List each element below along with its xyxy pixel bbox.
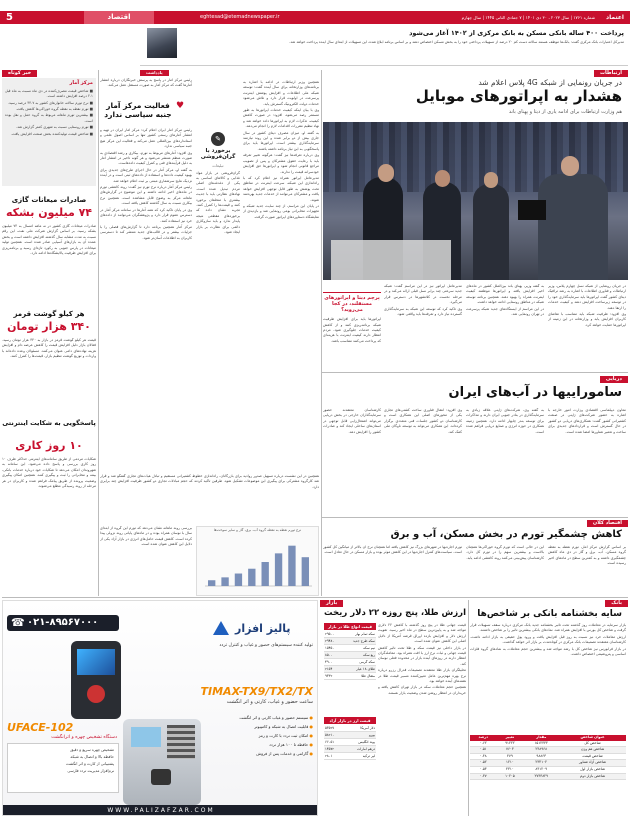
story-two-col-2: به گفته وی، شرکت‌های ژاپنی علاقه زیادی به سرمایه‌گذاری در بنادر جنوبی ایران دارند و مذاکرات برای توسعه بندر چابهار ادامه دارد. همچنین زمینه همکاری در حوزه انرژی و صنایع دریایی فراهم شده است. xyxy=(466,408,544,434)
price-value: ۵۳۵۲۷ xyxy=(324,725,343,732)
price-row xyxy=(324,638,376,645)
divider xyxy=(98,70,99,596)
table-cell: ۷۶۰۳ xyxy=(496,747,523,754)
price-value: ۵۸۲۱۰ xyxy=(324,732,343,739)
price-label: سکه تمام بهار xyxy=(340,631,376,638)
price-label: ربع سکه xyxy=(340,652,376,659)
story-four-tag: بانک xyxy=(605,600,628,607)
table-cell: ۴۷۹ xyxy=(496,753,523,760)
price-value: ۹۳۳۲ xyxy=(324,673,340,680)
ad-feature-item xyxy=(203,749,313,758)
chart-bar xyxy=(235,574,242,586)
main-story-continuation: همچنین وزیر ارتباطات در ادامه با اشاره به برنامه‌های وزارتخانه برای سال آینده گفت: توسعه شبکه ملی اطلاعات و افزایش پوشش اینترنت پرسرعت در اولویت قرار دارد و تلاش می‌شود خدمات دولت الکترونیک گسترش یابد. وی با بیان اینکه کیفیت خدمات اپراتورها به طور مستمر رصد می‌شود، افزود: در صورت کاهش کیفیت، تذکرات لازم به اپراتورها داده خواهد شد و نهاد تنظیم مقررات اقدامات لازم را انجام می‌دهد. به گفته او، میزان مصرف دیتای کشور در سال جاری بیش از دو برابر شده و این روند نیازمند سرمایه‌گذاری بیشتر است. اپراتورها باید برای پاسخگویی به این نیاز برنامه داشته باشند. وی درباره تعرفه‌ها نیز گفت: هرگونه تغییر تعرفه باید با رعایت حقوق مشترکان و پس از تصویب مراجع قانونی انجام شود و اپراتورها حق افزایش خودسرانه قیمت را ندارند. مدیرعامل اپراتور همراه نیز اعلام کرد که با راه‌اندازی این شبکه، سرعت اینترنت در مناطق تحت پوشش به طور قابل توجهی افزایش خواهد یافت و مشترکان می‌توانند از خدمات جدید بهره‌مند شوند. در پایان این مراسم، از چند سایت جدید شبکه و تجهیزات مخابراتی بومی رونمایی شد و بازدیدی از نمایشگاه دستاوردهای اپراتور صورت گرفت. xyxy=(243,80,319,219)
story-two-side: همچنین در این نشست درباره تسهیل صدور روادید برای بازرگانان، راه‌اندازی خطوط کشتیرانی مستقیم و تبادل هیات‌های تجاری گفتگو شد و قرار شد کارگروه مشترکی برای پیگیری این موضوعات تشکیل شود. طرفین تاکید کردند که حجم مبادلات تجاری دو کشور ظرفیت افزایش چند برابری دارد. xyxy=(100,474,319,489)
table-row xyxy=(470,760,626,767)
brief1-kicker: صادرات میعانات گازی xyxy=(11,196,87,204)
price-value: ۲۱۵۴ xyxy=(324,666,340,673)
price-label: طلای ۱۸ عیار xyxy=(340,666,376,673)
face-terminal-image xyxy=(71,641,121,719)
ad-model: TIMAX-TX9/TX2/TX xyxy=(200,685,313,698)
brief3-body: شکایات مردمی از طریق سامانه‌های اینترنتی حداکثر ظرف ۱۰ روز کاری بررسی و پاسخ داده می‌شود. این سامانه به شهروندان امکان می‌دهد تا شکایات خود درباره خدمات بانکی، بیمه و مخابراتی را ثبت و پیگیری کنند. همچنین امکان پیگیری وضعیت پرونده از طریق پیامک فراهم شده و کاربران در هر مرحله از روند رسیدگی مطلع می‌شوند. xyxy=(2,457,96,489)
ad-feature-text: حافظه تا ۱۰۰ هزار تردد xyxy=(269,742,309,747)
brand-logo-icon xyxy=(213,621,229,635)
main-story-tag: ارتباطات xyxy=(594,70,628,77)
table-cell: شاخص هم وزن xyxy=(559,747,626,754)
table-cell: ۲۴۸۹۶۸ xyxy=(523,747,559,754)
table-cell: ۱۵۱۲۴۴۴ xyxy=(523,741,559,747)
table-header-cell: عنوان شاخص xyxy=(559,735,626,741)
brief3-headline: ۱۰ روز کاری xyxy=(15,439,83,452)
ad-feature-text: سیستم حضور و غیاب کارتی و اثر انگشت xyxy=(239,715,309,720)
chart-bar xyxy=(302,557,309,586)
ad-banner xyxy=(2,600,318,816)
fingerprint-terminal-image xyxy=(123,719,201,805)
table-cell: ۴۳۱۰ xyxy=(496,766,523,773)
ad-feature-text: قابلیت اتصال به شبکه و کامپیوتر xyxy=(254,724,309,729)
price-value: ۱۵۴۵۰ xyxy=(324,645,340,652)
fx-price-table xyxy=(324,725,376,760)
story-two-col-4: کارشناسان معتقدند حضور سرمایه‌گذاران خارجی در بخش دریایی می‌تواند اشتغال‌زایی قابل توجهی در استان‌های ساحلی ایجاد کند و صادرات کشور را افزایش دهد. xyxy=(323,408,381,434)
brief2-body: قیمت هر کیلو گوشت قرمز در بازار به ۳۴۰ هزار تومان رسید. فعالان بازار دلیل افزایش قیمت را کاهش عرضه دام و افزایش هزینه نهاده‌های دامی عنوان می‌کنند. مسئولان وعده داده‌اند با واردات و توزیع گوشت تنظیم بازار، قیمت‌ها را کنترل کنند. xyxy=(2,338,96,359)
chart-panel xyxy=(196,526,319,596)
price-label: سکه طرح جدید xyxy=(340,638,376,645)
chart-bar xyxy=(288,546,295,586)
table-header-cell: درصد xyxy=(470,735,496,741)
main-story-col-1: در جریان رونمایی از شبکه نسل چهارم پلاس، وزیر ارتباطات و فناوری اطلاعات با اشاره به رشد ترافیک دیتای کشور گفت اپراتورها باید سرمایه‌گذاری خود را در توسعه زیرساخت افزایش دهند و کیفیت خدمات را ارتقا دهند. وی افزود: ظرفیت شبکه باید متناسب با تقاضای کاربران افزایش یابد و وزارتخانه در این زمینه از اپراتورها حمایت خواهد کرد. xyxy=(548,284,626,327)
middle-column-body: رئیس مرکز آمار ایران اعلام کرد: مرکز آمار ایران در تهیه و انتشار آمارهای رسمی کشور تنها بر اساس اصول علمی و استانداردهای بین‌المللی عمل می‌کند و فعالیت این مرکز هیچ جنبه سیاسی ندارد. وی افزود: آمارهای مربوط به تورم، بیکاری و رشد اقتصادی به صورت منظم منتشر می‌شود و هر گونه تاخیر در انتشار آمار به دلیل فرآیندهای فنی و کنترل کیفیت داده‌هاست. به گفته او، مرکز آمار در حال اجرای طرح‌های جدیدی برای بهبود کیفیت داده‌ها و استفاده از داده‌های ثبتی است و در آینده نزدیک نتایج سرشماری مبتنی بر ثبت اعلام خواهد شد. رئیس مرکز آمار درباره نرخ تورم نیز گفت: روند کاهشی تورم در ماه‌های اخیر ادامه داشته و این موضوع در گزارش‌های ماهانه مرکز به وضوح قابل مشاهده است. همچنین نرخ بیکاری نسبت به سال گذشته کاهش یافته است. وی در پایان تاکید کرد که همه آمارها در سامانه مرکز آمار در دسترس عموم قرار دارد و پژوهشگران می‌توانند از داده‌های خرد نیز استفاده کنند. مرکز آمار همچنین برنامه دارد تا گزارش‌های فصلی را با جزئیات بیشتر و در قالب‌های جدید منتشر کند تا دسترسی کاربران به اطلاعات آسان‌تر شود. xyxy=(100,128,192,240)
table-row xyxy=(470,773,626,780)
table-cell: شاخص قیمت xyxy=(559,753,626,760)
brief2-headline: ۳۴۰ هزار تومان xyxy=(7,320,91,333)
divider xyxy=(322,517,628,518)
left-column-box: مرکز آمار ■ شاخص قیمت مصرف‌کننده در دی ماه نسبت به ماه قبل ۲.۱ درصد افزایش داشته است. ■ نرخ تورم سالانه خانوارهای کشور به ۴۴.۷ درصد رسید. ■ تورم نقطه به نقطه گروه خوراکی‌ها کاهش یافت. ■ بیشترین تورم ماهانه مربوط به گروه حمل و نقل بوده است. ■ تورم روستایی نسبت به شهری کمتر گزارش شد. ■ شاخص قیمت تولیدکننده بخش صنعت افزایش یافت. xyxy=(2,78,96,186)
top-story-photo xyxy=(147,28,177,58)
chart-bar xyxy=(221,577,228,586)
ad-feature-item xyxy=(203,713,313,722)
table-cell: شاخص بازار دوم xyxy=(559,773,626,780)
ad-phone: ۰۲۱-۸۹۵۶۷۰۰۰ xyxy=(27,617,99,628)
main-story-col-3: مدیرعامل اپراتور نیز در این مراسم گفت: شبکه جدید سرعتی چند برابر نسل قبلی ارائه می‌کند و در مرحله نخست در کلانشهرها در دسترس قرار می‌گیرد. وی تاکید کرد که توسعه این شبکه به سرمایه‌گذاری گسترده نیاز دارد و تعرفه‌ها باید واقعی شود. xyxy=(384,284,462,317)
window-column: ✎ برخورد با گران‌فروشی تبلیغات گران‌فروشی در بازار مواد غذایی و کالاهای اساسی به یکی از دغدغه‌های اصلی مردم تبدیل شده است. نهادهای نظارتی باید با جدیت بیشتری با متخلفان برخورد کنند و قیمت‌ها را کنترل کنند. تجربه نشان داده که برخوردهای مقطعی نتیجه پایدار ندارد و باید سازوکاری دائمی برای نظارت بر بازار ایجاد شود. xyxy=(196,80,240,470)
table-cell: ۹۱۲۲۲ xyxy=(496,741,523,747)
ad-box-features: تشخیص چهره سریع و دقیق حافظه بالا و اتصال به شبکه پشتیبانی از کارت و اثر انگشت نرم‌افزار مدیریت تردد فارسی xyxy=(7,743,119,793)
story-three-col-3: تورم اجاره‌بها در شهرهای بزرگ نیز کاهش یافته اما همچنان نرخ آن بالاتر از میانگین کل کشور است. سیاست‌های کنترل اجاره‌بها در این کاهش موثر بوده و بازار مسکن در حال تعادل است. xyxy=(323,545,462,555)
price-row xyxy=(324,746,376,753)
table-row xyxy=(470,766,626,773)
bullet-icon: ● xyxy=(308,733,313,738)
ad-model2-tag: دستگاه تشخیص چهره و اثرانگشت xyxy=(51,735,117,740)
table-header-cell: تغییر xyxy=(496,735,523,741)
gold-price-table xyxy=(324,631,376,680)
section-label: اقتصاد xyxy=(84,11,154,24)
top-story-headline: پرداخت ۴۰۰ ساله بانکی مسکن به بانک مرکزی از ۱۴۰۲ آغاز می‌شود xyxy=(409,29,624,37)
ad-website-bar xyxy=(3,805,318,816)
story-five-headline: ارزش طلا، پنج روزه ۲۲ دلار ریخت xyxy=(324,608,466,618)
story-three-headline: کاهش چشمگیر تورم در بخش مسکن، آب و برق xyxy=(390,529,622,540)
price-label: نیم سکه xyxy=(340,645,376,652)
table-header-cell: مقدار xyxy=(523,735,559,741)
top-story-lead: مدیرکل اعتبارات بانک مرکزی گفت: بانک‌ها موظف هستند سالانه دست کم ۲۰ درصد از تسهیلات پرداختی خود را به بخش مسکن اختصاص دهند و بر اساس برنامه ابلاغ شده، این تسهیلات از ابتدای سال آینده پرداخت خواهد شد. xyxy=(289,40,624,44)
price-label: مثقال طلا xyxy=(340,673,376,680)
ad-feature-item xyxy=(203,731,313,740)
chart-bar xyxy=(248,569,255,586)
brand-logo xyxy=(213,619,309,639)
ad-subtag: ساعت حضور و غیاب، کارتی و اثر انگشت xyxy=(226,699,313,705)
table-cell: شاخص آزاد شناور xyxy=(559,760,626,767)
brief1-body: صادرات میعانات گازی کشور در نه ماهه امسال به ۷۴ میلیون بشکه رسید. بر اساس گزارش شرکت ملی نفت، این رقم نسبت به مدت مشابه سال گذشته افزایش داشته است و بخش عمده آن به بازارهای آسیایی صادر شده است. همچنین تولید میعانات در پارس جنوبی به رکورد تازه‌ای رسید و برنامه‌ریزی برای افزایش ظرفیت پالایشگاه‌ها ادامه دارد. xyxy=(2,224,96,256)
ad-phone-badge xyxy=(7,615,119,631)
ad-feature-list xyxy=(203,713,313,758)
price-value: ۶۶۰۵۱ xyxy=(324,739,343,746)
brief2-kicker: هر کیلو گوشت قرمز xyxy=(13,310,85,318)
ad-website: WWW.PALIZAFZAR.COM xyxy=(107,807,215,814)
table-cell: ۰.۳۷ xyxy=(470,773,496,780)
price-row xyxy=(324,666,376,673)
ad-feature-item xyxy=(203,740,313,749)
story-two-tag: دریایی xyxy=(600,376,628,383)
fx-table-title: قیمت ارز در بازار آزاد xyxy=(324,717,376,724)
brief3-kicker: پاسخگویی به شکایت اینترنتی xyxy=(2,419,96,427)
left-column-tag: خبر کوتاه xyxy=(2,70,37,77)
window-byline: تبلیغات xyxy=(212,162,224,168)
divider xyxy=(322,372,628,373)
table-cell: شاخص کل xyxy=(559,741,626,747)
chart-side-text: بررسی روند ماهانه نشان می‌دهد که تورم این گروه از ابتدای سال با نوسان همراه بوده و در ماه‌های پایانی روند نزولی پیدا کرده است. کاهش قیمت حامل‌های انرژی در بازار آزاد یکی از دلایل این کاهش عنوان شده است. xyxy=(100,526,192,547)
window-headline: برخورد با گران‌فروشی xyxy=(200,148,236,161)
story-five-body: قیمت جهانی طلا در پنج روز گذشته با کاهش ۲۲ دلاری مواجه شد و به پایین‌ترین سطح در ماه اخیر رسید. تقویت ارزش دلار و افزایش بازده اوراق قرضه آمریکا از دلایل اصلی این کاهش عنوان شده است. در بازار داخلی نیز قیمت سکه و طلا تحت تاثیر کاهش قیمت جهانی و ثبات نرخ ارز با افت همراه بود. معامله‌گران انتظار دارند در روزهای آینده بازار در محدوده فعلی نوسان کند. تحلیلگران بازار طلا معتقدند تصمیمات فدرال رزرو درباره نرخ بهره مهم‌ترین عامل تعیین‌کننده مسیر قیمت طلا در هفته‌های آینده خواهد بود. همچنین حجم معاملات سکه در بازار تهران کاهش یافته و خریداران در انتظار روشن شدن وضعیت بازار هستند. xyxy=(378,623,466,695)
table-row xyxy=(470,753,626,760)
chart-bar xyxy=(275,553,282,586)
table-cell: ۲۷۴۳۸۲۹ xyxy=(523,773,559,780)
price-row xyxy=(324,659,376,666)
story-two-col-3: وی افزود: انتقال فناوری ساخت کشتی‌های تجاری یکی از محورهای اصلی این همکاری است و کارشناسان دو کشور جلسات فنی متعددی برگزار کرده‌اند. این همکاری می‌تواند به توسعه ناوگان ملی کمک کند. xyxy=(384,408,462,434)
table-cell: ۰.۵۱ xyxy=(470,747,496,754)
price-row xyxy=(324,753,376,760)
left-column-box-title: مرکز آمار xyxy=(69,80,93,86)
table-cell: شاخص بازار اول xyxy=(559,766,626,773)
middle-column-intro: رئیس مرکز آمار در پاسخ به پرسش خبرنگاران درباره انتشار آمارها گفت که مرکز آمار به صورت مستقل عمل می‌کند. xyxy=(100,78,192,88)
middle-column-tag: یادداشت xyxy=(140,70,169,76)
index-table xyxy=(470,735,626,780)
table-cell: ۰.۵۳ xyxy=(470,766,496,773)
table-row xyxy=(470,747,626,754)
main-story-photo xyxy=(323,122,628,280)
main-story-callout: پرچم دیتا و اپراتورهای مستقلند، در کجا می‌روید؟ xyxy=(324,295,380,313)
price-label: درهم امارات xyxy=(343,746,376,753)
price-value: ۱۴۵۷۲ xyxy=(324,746,343,753)
price-value: ۲۹۴۸۰ xyxy=(324,638,340,645)
chart-caption: نرخ تورم نقطه به نقطه گروه آب، برق، گاز و سایر سوخت‌ها xyxy=(213,528,302,532)
price-value: ۲۹۵۰۰ xyxy=(324,631,340,638)
ad-feature-text: گارانتی و خدمات پس از فروش xyxy=(256,751,309,756)
ad-feature-text: امکان ثبت تردد با کارت و رمز xyxy=(258,733,309,738)
bullet-icon: ● xyxy=(308,751,313,756)
price-row xyxy=(324,739,376,746)
phone-icon: ☎ xyxy=(11,616,25,629)
price-label: یورو xyxy=(343,732,376,739)
masthead-email: eghtesad@etemadnewspaper.ir xyxy=(200,14,280,20)
price-label: پوند انگلیس xyxy=(343,739,376,746)
table-cell: ۲۳۴۱۰۲ xyxy=(523,760,559,767)
divider xyxy=(468,600,469,816)
masthead-dateline: شماره ۱۷۶۱ | سال ۲۰۲۳ ، ۳۰ دی ۱۴۰۱ | ۷ جمادی الثانی ۱۴۴۵ | سال چهارم xyxy=(461,15,595,20)
main-story-kicker: در جریان رونمایی از شبکه 4G پلاس اعلام شد xyxy=(478,78,622,87)
ad-tagline: تولید کننده سیستم‌های حضور و غیاب و کنترل تردد xyxy=(219,643,313,648)
masthead xyxy=(0,0,630,24)
bullet-icon: ● xyxy=(308,742,313,747)
price-value: ۲۸۰۱ xyxy=(324,753,343,760)
table-cell: ۹۸۸۶۳ xyxy=(523,753,559,760)
main-story-col-2: به گفته وزیر، پهنای باند بین‌الملل کشور در ماه‌های اخیر افزایش یافته و اپراتورها موظفند کیفیت اینترنت همراه را بهبود دهند. همچنین برنامه توسعه شبکه در مناطق روستایی ادامه خواهد داشت. در این مراسم از ایستگاه‌های جدید شبکه پرسرعت در تهران رونمایی شد. xyxy=(466,284,544,317)
bullet-icon: ● xyxy=(308,715,313,720)
story-two-col-1: معاون دیپلماسی اقتصادی وزارت امور خارجه با اشاره به حضور شرکت‌های ژاپنی در صنعت کشتیرانی کشور گفت: همکاری‌های دریایی دو کشور در حال گسترش است و قراردادهای جدیدی برای ساخت و تعمیر شناورها امضا شده است. xyxy=(548,408,626,434)
middle-column-heart-icon: ♥ xyxy=(176,101,185,111)
top-story xyxy=(140,26,628,66)
table-cell: ۰.۵۲ xyxy=(470,760,496,767)
price-label: دلار آمریکا xyxy=(343,725,376,732)
brief1-headline: ۷۴ میلیون بشکه xyxy=(5,206,93,219)
story-three-col-1: بر اساس گزارش مرکز آمار، تورم نقطه به نقطه گروه مسکن، آب، برق و گاز در دی ماه کاهش چشمگیری داشته و به کمترین سطح در ماه‌های اخیر رسیده است. xyxy=(548,545,626,566)
brand-name: پالیز افزار xyxy=(235,622,291,635)
ad-model2: UFACE-102 xyxy=(7,721,74,734)
inflation-bar-chart xyxy=(197,534,318,592)
table-cell: ۱۰۲۰۵ xyxy=(496,773,523,780)
story-four-headline: سایه بخشنامه بانکی بر شاخص‌ها xyxy=(477,609,622,619)
price-value: ۸۵۰۰ xyxy=(324,652,340,659)
newspaper-logo: اعتماد xyxy=(606,14,624,21)
table-cell: ۰.۶۲ xyxy=(470,741,496,747)
table-cell: ۱۲۱۰ xyxy=(496,760,523,767)
bullet-icon: ● xyxy=(308,724,313,729)
price-label: سکه گرمی xyxy=(340,659,376,666)
story-two-headline: ساموراییها در آب‌های ایران xyxy=(448,385,622,400)
price-value: ۴۹۰۰ xyxy=(324,659,340,666)
gold-table-title: قیمت انواع طلا در بازار آزاد xyxy=(324,623,376,630)
middle-column-headline: فعالیت مرکز آمار جنبه سیاسی ندارد xyxy=(104,101,172,119)
window-icon: ✎ xyxy=(211,132,225,146)
price-row xyxy=(324,673,376,680)
price-label: لیر ترکیه xyxy=(343,753,376,760)
table-cell: ۸۴۱۲۰۹ xyxy=(523,766,559,773)
ad-feature-item xyxy=(203,722,313,731)
price-row xyxy=(324,645,376,652)
story-four-body: بازار سرمایه در معاملات روز گذشته تحت تاثیر بخشنامه جدید بانک مرکزی درباره سقف تسهیلات قرار گرفت و شاخص کل بورس با افزایش همراه شد. نمادهای بانکی بیشترین تاثیر را بر شاخص داشتند. ارزش معاملات خرد نیز نسبت به روز قبل افزایش یافت و ورود پول حقیقی به بازار ادامه داشت. کارشناسان معتقدند تصمیمات بانک مرکزی در کوتاه‌مدت بر بازار اثر خواهد گذاشت. در بازار فرابورس نیز شاخص کل با رشد مواجه شد و بیشترین حجم معاملات به نمادهای گروه فلزات اساسی و پتروشیمی اختصاص داشت. xyxy=(470,623,626,657)
table-cell: ۰.۴۸ xyxy=(470,753,496,760)
price-row xyxy=(324,652,376,659)
story-five-tag: بازار xyxy=(320,600,343,607)
price-row xyxy=(324,732,376,739)
main-story-subhead: هم وزارت ارتباطات برای ادامه یاری از دیتا و پهنای باند xyxy=(508,109,622,115)
main-story-callout-box: پرچم دیتا و اپراتورهای مستقلند، در کجا می‌روید؟ اپراتورها باید برای افزایش ظرفیت شبکه برنامه‌ریزی کنند و از کاهش کیفیت خدمات جلوگیری شود. مردم انتظار دارند کیفیت اینترنت با هزینه‌ای که پرداخت می‌کنند متناسب باشد. xyxy=(323,292,381,382)
chart-bar xyxy=(208,580,215,586)
main-story-headline: هشدار به اپراتورهای موبایل xyxy=(415,87,622,105)
divider xyxy=(2,597,628,598)
story-three-tag: اقتصاد کلان xyxy=(587,520,628,527)
chart-bar xyxy=(262,562,269,586)
page-number: 5 xyxy=(6,12,13,23)
story-three-col-2: این در حالی است که تورم گروه خوراکی‌ها همچنان بالاست و بیشترین سهم را در تورم کل دارد. کارشناسان پیش‌بینی می‌کنند روند کاهشی ادامه یابد. xyxy=(466,545,544,560)
